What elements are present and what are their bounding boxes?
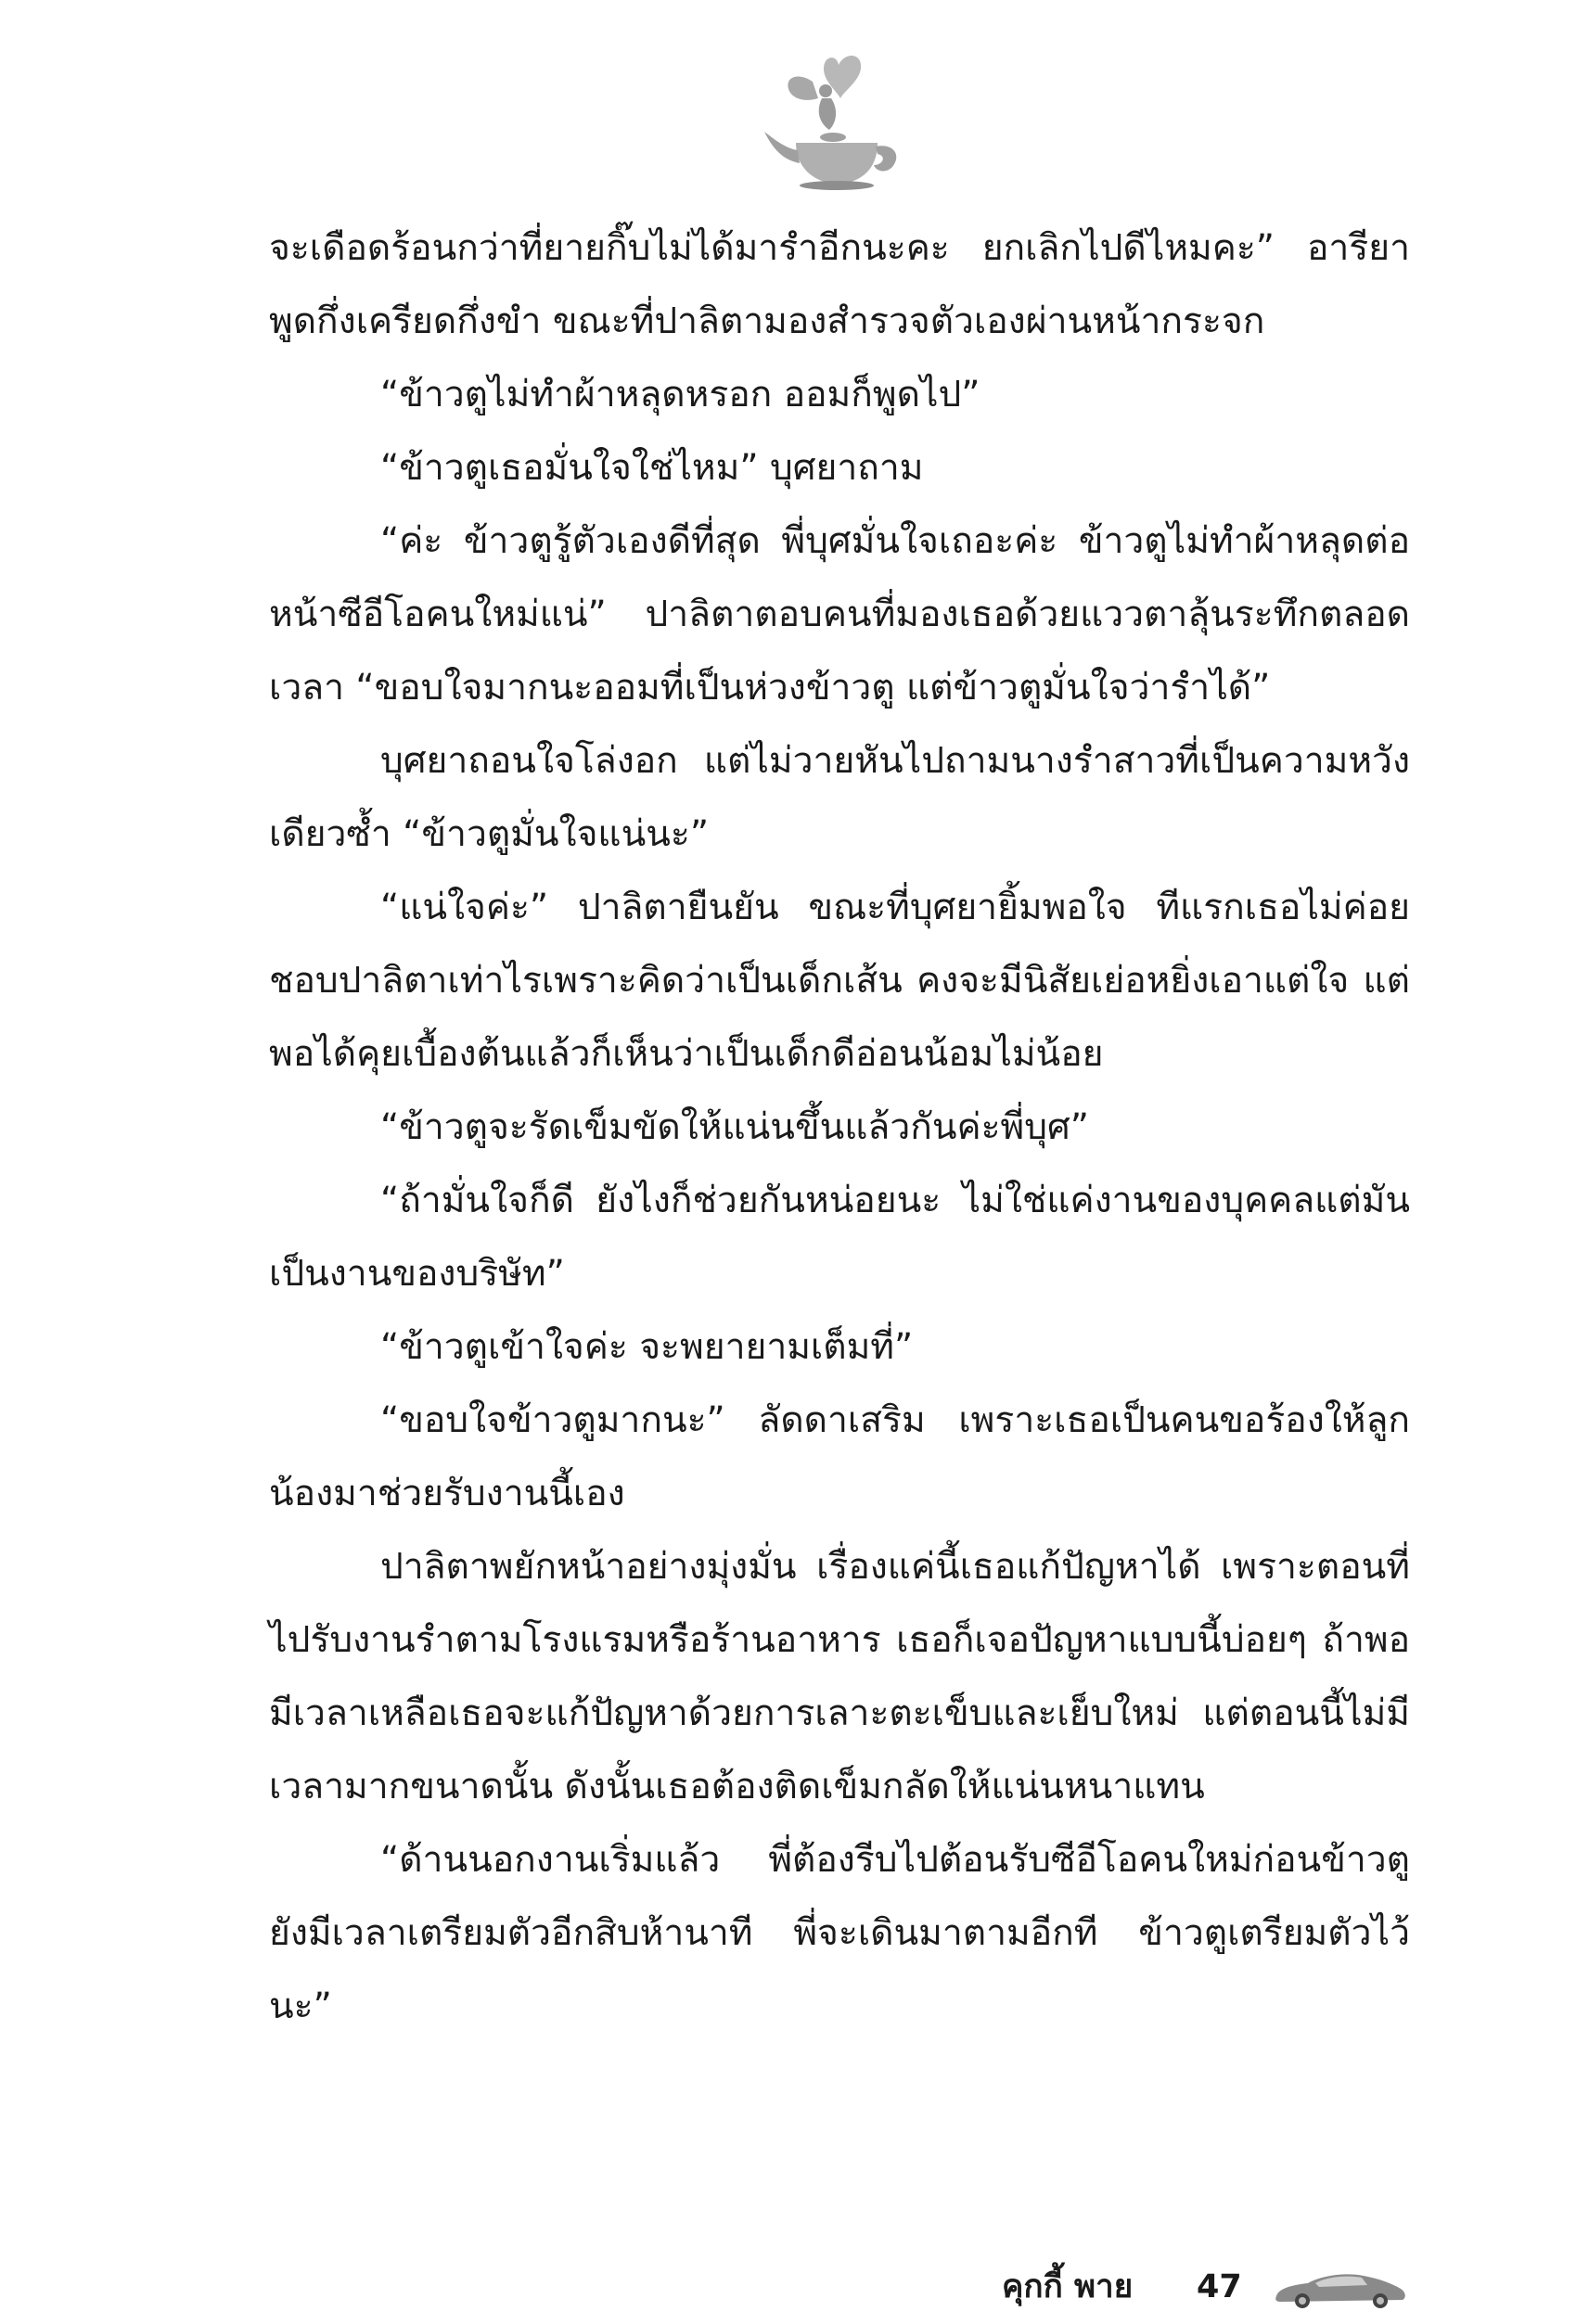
paragraph: “ข้าวตูไม่ทำผ้าหลุดหรอก ออมก็พูดไป” <box>380 374 980 415</box>
paragraph: “ขอบใจข้าวตูมากนะ” ลัดดาเสริม เพราะเธอเป็นคนขอร้องให้ลูกน้องมาช่วยรับงานนี้เอง <box>269 1399 1410 1514</box>
sports-car-icon <box>1271 2268 1410 2310</box>
book-title: คุกกี้ พาย <box>1002 2268 1134 2305</box>
page-footer <box>1002 2268 1447 2324</box>
page-number: 47 <box>1197 2268 1242 2305</box>
paragraph: “ข้าวตูเข้าใจค่ะ จะพยายามเต็มที่” <box>380 1326 914 1368</box>
paragraph: “แน่ใจค่ะ” ปาลิตายืนยัน ขณะที่บุศยายิ้มพอใจ ทีแรกเธอไม่ค่อยชอบปาลิตาเท่าไรเพราะคิดว่าเป็นเด็กเส้น คงจะมีนิสัยเย่อหยิ่งเอาแต่ใจ แต่พอได้คุยเบื้องต้นแล้วก็เห็นว่าเป็นเด็กดีอ่อนน้อมไม่น้อย <box>269 887 1410 1075</box>
paragraph: ปาลิตาพยักหน้าอย่างมุ่งมั่น เรื่องแค่นี้เธอแก้ปัญหาได้ เพราะตอนที่ไปรับงานรำตามโรงแรมหรือร้านอาหาร เธอก็เจอปัญหาแบบนี้บ่อยๆ ถ้าพอมีเวลาเหลือเธอจะแก้ปัญหาด้วยการเลาะตะเข็บและเย็บใหม่ แต่ตอนนี้ไม่มีเวลามากขนาดนั้น ดังนั้นเธอต้องติดเข็มกลัดให้แน่นหนาแทน <box>269 1546 1410 1807</box>
paragraph: “ด้านนอกงานเริ่มแล้ว พี่ต้องรีบไปต้อนรับซีอีโอคนใหม่ก่อนข้าวตูยังมีเวลาเตรียมตัวอีกสิบห้านาที พี่จะเดินมาตามอีกที ข้าวตูเตรียมตัวไว้นะ” <box>269 1839 1410 2027</box>
paragraph: “ค่ะ ข้าวตูรู้ตัวเองดีที่สุด พี่บุศมั่นใจเถอะค่ะ ข้าวตูไม่ทำผ้าหลุดต่อหน้าซีอีโอคนใหม่แน่” ปาลิตาตอบคนที่มองเธอด้วยแววตาลุ้นระทึกตลอดเวลา “ขอบใจมากนะออมที่เป็นห่วงข้าวตู แต่ข้าวตูมั่นใจว่ารำได้” <box>269 520 1410 709</box>
paragraph: จะเดือดร้อนกว่าที่ยายกิ๊บไม่ได้มารำอีกนะคะ ยกเลิกไปดีไหมคะ” อารียาพูดกึ่งเครียดกึ่งขำ ขณะที่ปาลิตามองสำรวจตัวเองผ่านหน้ากระจก <box>269 227 1410 342</box>
paragraph: “ถ้ามั่นใจก็ดี ยังไงก็ช่วยกันหน่อยนะ ไม่ใช่แค่งานของบุคคลแต่มันเป็นงานของบริษัท” <box>269 1180 1410 1295</box>
paragraph: “ข้าวตูจะรัดเข็มขัดให้แน่นขึ้นแล้วกันค่ะพี่บุศ” <box>380 1106 1089 1148</box>
paragraph: บุศยาถอนใจโล่งอก แต่ไม่วายหันไปถามนางรำสาวที่เป็นความหวังเดียวซ้ำ “ข้าวตูมั่นใจแน่นะ” <box>269 740 1410 855</box>
body-text <box>269 211 1410 2043</box>
angel-teapot-ornament-icon <box>748 45 915 193</box>
paragraph: “ข้าวตูเธอมั่นใจใช่ไหม” บุศยาถาม <box>380 447 924 489</box>
